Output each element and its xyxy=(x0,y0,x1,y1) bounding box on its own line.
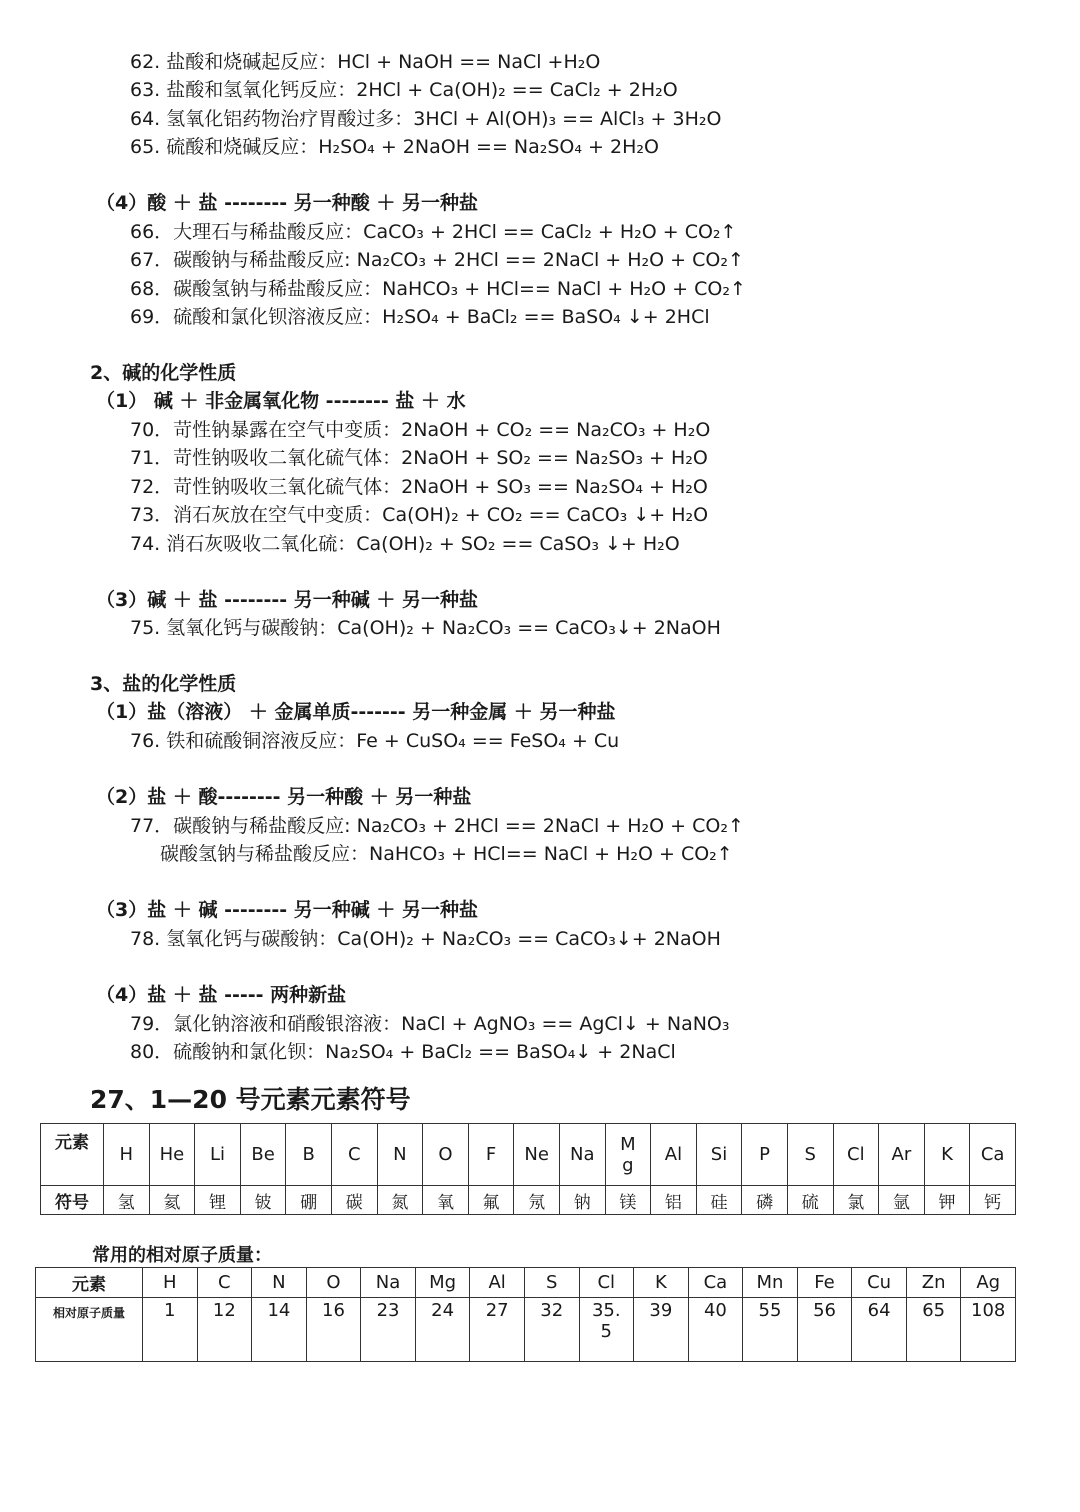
atomic-mass-cell: 64 xyxy=(852,1298,907,1362)
element-symbol-cell: C xyxy=(331,1124,377,1186)
equation-line: 77．碳酸钠与稀盐酸反应: Na₂CO₃ + 2HCl == 2NaCl + H₂O + CO₂↑ xyxy=(130,815,744,837)
element-symbol-cell: O xyxy=(423,1124,469,1186)
element-name-cell: 锂 xyxy=(195,1186,241,1215)
element-symbol-cell: M g xyxy=(605,1124,651,1186)
element-name-cell: 氮 xyxy=(377,1186,423,1215)
table-row xyxy=(41,1186,1016,1215)
element-symbol-cell: Mg xyxy=(415,1268,470,1298)
atomic-mass-cell: 40 xyxy=(688,1298,743,1362)
atomic-mass-cell: 14 xyxy=(252,1298,307,1362)
element-symbol-cell: S xyxy=(524,1268,579,1298)
element-symbol-cell: N xyxy=(377,1124,423,1186)
element-symbol-cell: K xyxy=(924,1124,970,1186)
equation-line: 71．苛性钠吸收二氧化硫气体：2NaOH + SO₂ == Na₂SO₃ + H₂O xyxy=(130,447,708,469)
element-name-cell: 碳 xyxy=(331,1186,377,1215)
element-symbol-cell: Na xyxy=(559,1124,605,1186)
reaction-type-heading: （4）酸 ＋ 盐 -------- 另一种酸 ＋ 另一种盐 xyxy=(96,192,478,214)
equation-line: 80．硫酸钠和氯化钡：Na₂SO₄ + BaCl₂ == BaSO₄↓ + 2NaCl xyxy=(130,1041,676,1063)
element-name-cell: 氟 xyxy=(468,1186,514,1215)
equation-line: 64. 氢氧化铝药物治疗胃酸过多：3HCl + Al(OH)₃ == AlCl₃ + 3H₂O xyxy=(130,108,722,130)
equation-line: 66．大理石与稀盐酸反应：CaCO₃ + 2HCl == CaCl₂ + H₂O + CO₂↑ xyxy=(130,221,737,243)
element-symbol-cell: H xyxy=(143,1268,198,1298)
equation-line: 76. 铁和硫酸铜溶液反应：Fe + CuSO₄ == FeSO₄ + Cu xyxy=(130,730,620,752)
element-name-cell: 磷 xyxy=(742,1186,788,1215)
element-symbol-cell: Na xyxy=(361,1268,416,1298)
reaction-type-heading: （4）盐 ＋ 盐 ----- 两种新盐 xyxy=(96,984,347,1006)
reaction-type-heading: （1）盐（溶液） ＋ 金属单质------- 另一种金属 ＋ 另一种盐 xyxy=(96,701,616,723)
atomic-mass-cell: 56 xyxy=(797,1298,852,1362)
reaction-type-heading: （3）盐 ＋ 碱 -------- 另一种碱 ＋ 另一种盐 xyxy=(96,899,478,921)
equation-line: 73．消石灰放在空气中变质：Ca(OH)₂ + CO₂ == CaCO₃ ↓+ H₂O xyxy=(130,504,709,526)
element-name-cell: 铝 xyxy=(651,1186,697,1215)
element-name-cell: 钾 xyxy=(924,1186,970,1215)
element-symbol-cell: Ca xyxy=(688,1268,743,1298)
element-symbol-cell: Cu xyxy=(852,1268,907,1298)
element-symbol-cell: Be xyxy=(240,1124,286,1186)
element-name-cell: 铍 xyxy=(240,1186,286,1215)
element-symbol-cell: F xyxy=(468,1124,514,1186)
equation-line: 72．苛性钠吸收三氧化硫气体：2NaOH + SO₃ == Na₂SO₄ + H₂O xyxy=(130,476,708,498)
atomic-mass-cell: 55 xyxy=(743,1298,798,1362)
row-header: 相对原子质量 xyxy=(36,1298,143,1362)
atomic-mass-cell: 39 xyxy=(634,1298,689,1362)
reaction-type-heading: （3）碱 ＋ 盐 -------- 另一种碱 ＋ 另一种盐 xyxy=(96,589,478,611)
element-name-cell: 氢 xyxy=(104,1186,150,1215)
element-name-cell: 镁 xyxy=(605,1186,651,1215)
element-symbol-cell: Mn xyxy=(743,1268,798,1298)
section-title: 27、1—20 号元素元素符号 xyxy=(90,1085,411,1114)
element-symbol-cell: Ar xyxy=(879,1124,925,1186)
element-name-cell: 硅 xyxy=(696,1186,742,1215)
equation-line: 74. 消石灰吸收二氧化硫：Ca(OH)₂ + SO₂ == CaSO₃ ↓+ H₂O xyxy=(130,533,680,555)
table-row xyxy=(41,1124,1016,1186)
element-symbol-cell: Ag xyxy=(961,1268,1016,1298)
atomic-mass-cell: 27 xyxy=(470,1298,525,1362)
element-symbol-cell: Si xyxy=(696,1124,742,1186)
equation-line: 79．氯化钠溶液和硝酸银溶液：NaCl + AgNO₃ == AgCl↓ + NaNO₃ xyxy=(130,1013,730,1035)
atomic-mass-cell: 24 xyxy=(415,1298,470,1362)
equation-line: 碳酸氢钠与稀盐酸反应：NaHCO₃ + HCl== NaCl + H₂O + CO₂↑ xyxy=(160,843,733,865)
element-name-cell: 氖 xyxy=(514,1186,560,1215)
section-heading: 2、碱的化学性质 xyxy=(90,362,237,384)
reaction-type-heading: （1） 碱 ＋ 非金属氧化物 -------- 盐 ＋ 水 xyxy=(96,390,466,412)
element-symbol-cell: Cl xyxy=(579,1268,634,1298)
table-row xyxy=(36,1298,1016,1362)
element-name-cell: 硼 xyxy=(286,1186,332,1215)
atomic-mass-table xyxy=(35,1267,1016,1362)
elements-table xyxy=(40,1123,1016,1215)
element-symbol-cell: O xyxy=(306,1268,361,1298)
equation-line: 68．碳酸氢钠与稀盐酸反应：NaHCO₃ + HCl== NaCl + H₂O + CO₂↑ xyxy=(130,278,746,300)
equation-line: 70．苛性钠暴露在空气中变质：2NaOH + CO₂ == Na₂CO₃ + H₂O xyxy=(130,419,711,441)
equation-line: 67．碳酸钠与稀盐酸反应: Na₂CO₃ + 2HCl == 2NaCl + H₂O + CO₂↑ xyxy=(130,249,744,271)
row-header: 元素 xyxy=(41,1124,104,1186)
element-symbol-cell: Ne xyxy=(514,1124,560,1186)
atomic-mass-cell: 65 xyxy=(906,1298,961,1362)
element-name-cell: 钙 xyxy=(970,1186,1016,1215)
element-symbol-cell: Al xyxy=(651,1124,697,1186)
atomic-mass-cell: 12 xyxy=(197,1298,252,1362)
element-name-cell: 氩 xyxy=(879,1186,925,1215)
element-symbol-cell: Cl xyxy=(833,1124,879,1186)
element-symbol-cell: B xyxy=(286,1124,332,1186)
row-header: 元素 xyxy=(36,1268,143,1298)
element-symbol-cell: H xyxy=(104,1124,150,1186)
equation-line: 65. 硫酸和烧碱反应：H₂SO₄ + 2NaOH == Na₂SO₄ + 2H₂O xyxy=(130,136,659,158)
element-symbol-cell: Al xyxy=(470,1268,525,1298)
element-name-cell: 氯 xyxy=(833,1186,879,1215)
element-name-cell: 氦 xyxy=(149,1186,195,1215)
mass-table-title: 常用的相对原子质量： xyxy=(92,1245,272,1266)
table-row xyxy=(36,1268,1016,1298)
row-header: 符号 xyxy=(41,1186,104,1215)
element-symbol-cell: K xyxy=(634,1268,689,1298)
element-symbol-cell: Li xyxy=(195,1124,241,1186)
atomic-mass-cell: 1 xyxy=(143,1298,198,1362)
element-symbol-cell: S xyxy=(787,1124,833,1186)
equation-line: 75. 氢氧化钙与碳酸钠：Ca(OH)₂ + Na₂CO₃ == CaCO₃↓+ 2NaOH xyxy=(130,617,721,639)
element-name-cell: 氧 xyxy=(423,1186,469,1215)
atomic-mass-cell: 35. 5 xyxy=(579,1298,634,1362)
equation-line: 62. 盐酸和烧碱起反应：HCl + NaOH == NaCl +H₂O xyxy=(130,51,601,73)
equation-line: 78. 氢氧化钙与碳酸钠：Ca(OH)₂ + Na₂CO₃ == CaCO₃↓+ 2NaOH xyxy=(130,928,721,950)
element-symbol-cell: Fe xyxy=(797,1268,852,1298)
element-symbol-cell: He xyxy=(149,1124,195,1186)
equation-line: 63. 盐酸和氢氧化钙反应：2HCl + Ca(OH)₂ == CaCl₂ + 2H₂O xyxy=(130,79,678,101)
element-symbol-cell: N xyxy=(252,1268,307,1298)
section-heading: 3、盐的化学性质 xyxy=(90,673,237,695)
element-symbol-cell: P xyxy=(742,1124,788,1186)
atomic-mass-cell: 16 xyxy=(306,1298,361,1362)
element-symbol-cell: Zn xyxy=(906,1268,961,1298)
element-symbol-cell: Ca xyxy=(970,1124,1016,1186)
element-name-cell: 钠 xyxy=(559,1186,605,1215)
element-symbol-cell: C xyxy=(197,1268,252,1298)
atomic-mass-cell: 23 xyxy=(361,1298,416,1362)
equation-line: 69．硫酸和氯化钡溶液反应：H₂SO₄ + BaCl₂ == BaSO₄ ↓+ 2HCl xyxy=(130,306,710,328)
reaction-type-heading: （2）盐 ＋ 酸-------- 另一种酸 ＋ 另一种盐 xyxy=(96,786,472,808)
element-name-cell: 硫 xyxy=(787,1186,833,1215)
atomic-mass-cell: 108 xyxy=(961,1298,1016,1362)
atomic-mass-cell: 32 xyxy=(524,1298,579,1362)
